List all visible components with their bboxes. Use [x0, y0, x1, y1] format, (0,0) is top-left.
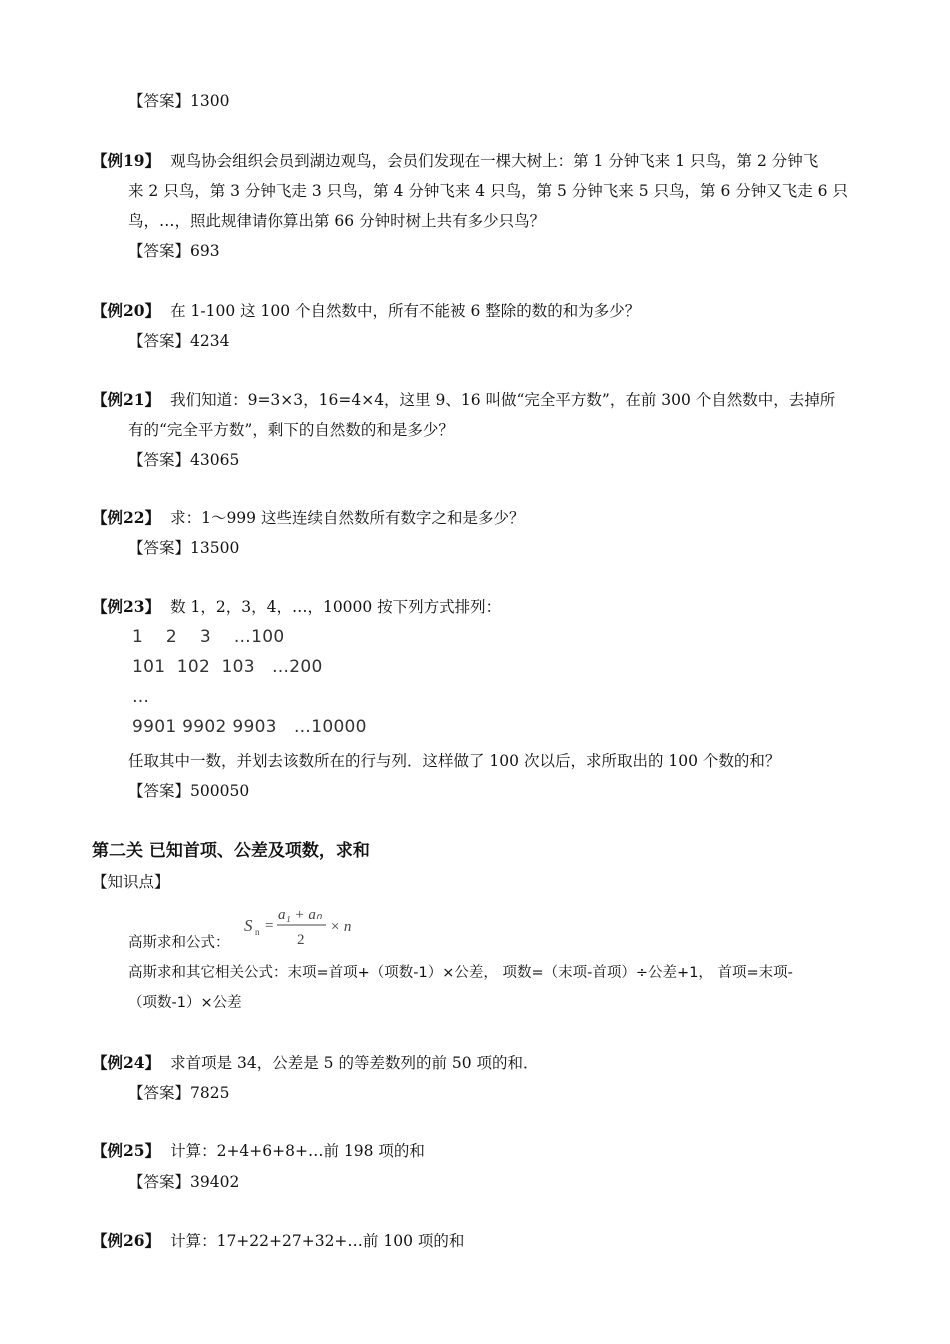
example-20 [92, 300, 640, 322]
formula-sub: n [255, 927, 260, 937]
answer-value: 39402 [190, 1173, 240, 1191]
number-grid-row: 9901 9902 9903 …10000 [132, 717, 367, 737]
answer-label: 【答案】 [128, 539, 191, 557]
answer-value: 1300 [190, 92, 230, 110]
formula-lhs: S [244, 916, 253, 935]
number-grid-row: 101 102 103 …200 [132, 657, 323, 677]
answer-value: 500050 [190, 782, 250, 800]
answer-value: 13500 [190, 539, 240, 557]
answer-value: 43065 [190, 451, 240, 469]
example-24 [92, 1052, 539, 1074]
answer-label: 【答案】 [128, 1173, 191, 1191]
question-text: 有的“完全平方数”，剩下的自然数的和是多少？ [128, 421, 454, 439]
answer-label: 【答案】 [128, 332, 191, 350]
answer-line [128, 330, 229, 352]
example-label: 【例19】 [92, 151, 161, 170]
example-19 [92, 150, 818, 172]
answer-line [128, 449, 239, 471]
formula-label: 高斯求和公式： [128, 935, 230, 951]
svg-text:=: = [265, 918, 274, 934]
related-formulas: （项数-1）×公差 [128, 995, 242, 1011]
related-formulas: 高斯求和其它相关公式：末项=首项+（项数-1）×公差， 项数=（末项-首项）÷公差+1， 首项=末项- [128, 965, 793, 981]
formula-numerator: a₁ + aₙ [278, 907, 322, 923]
answer-label: 【答案】 [128, 92, 191, 110]
example-23 [92, 596, 501, 618]
example-label: 【例24】 [92, 1053, 161, 1072]
formula-tail: × n [330, 919, 352, 935]
example-21 [92, 389, 835, 411]
number-grid-row: 1 2 3 …100 [132, 627, 285, 647]
question-text: 我们知道：9=3×3，16=4×4，这里 9、16 叫做“完全平方数”，在前 300 个自然数中，去掉所 [170, 391, 836, 409]
answer-value: 4234 [190, 332, 230, 350]
question-text: 数 1，2，3，4，…，10000 按下列方式排列： [170, 598, 502, 616]
answer-line [128, 90, 229, 112]
question-text: 求：1～999 这些连续自然数所有数字之和是多少？ [170, 509, 525, 527]
answer-line [128, 240, 220, 262]
example-25 [92, 1140, 425, 1162]
question-text: 计算：17+22+27+32+…前 100 项的和 [170, 1232, 465, 1250]
question-text: 在 1-100 这 100 个自然数中，所有不能被 6 整除的数的和为多少？ [170, 302, 641, 320]
answer-label: 【答案】 [128, 1084, 191, 1102]
example-label: 【例26】 [92, 1231, 161, 1250]
answer-line [128, 537, 239, 559]
example-26 [92, 1230, 464, 1252]
knowledge-label: 【知识点】 [92, 873, 170, 891]
answer-value: 693 [190, 242, 220, 260]
example-22 [92, 507, 524, 529]
section-title: 第二关 已知首项、公差及项数，求和 [92, 841, 370, 861]
question-text: 求首项是 34，公差是 5 的等差数列的前 50 项的和． [170, 1054, 539, 1072]
question-text: 观鸟协会组织会员到湖边观鸟，会员们发现在一棵大树上：第 1 分钟飞来 1 只鸟，第 2 分钟飞 [170, 152, 819, 170]
example-label: 【例25】 [92, 1141, 161, 1160]
number-grid-row: … [132, 687, 150, 707]
question-text: 计算：2+4+6+8+…前 198 项的和 [170, 1142, 425, 1160]
question-text: 来 2 只鸟，第 3 分钟飞走 3 只鸟，第 4 分钟飞来 4 只鸟，第 5 分钟飞来 5 只鸟，第 6 分钟又飞走 6 只 [128, 182, 848, 200]
question-text: 鸟，…，照此规律请你算出第 66 分钟时树上共有多少只鸟？ [128, 212, 546, 230]
answer-line [128, 780, 249, 802]
question-text: 任取其中一数，并划去该数所在的行与列．这样做了 100 次以后，求所取出的 100 个数的和？ [128, 752, 781, 770]
answer-label: 【答案】 [128, 451, 191, 469]
example-label: 【例22】 [92, 508, 161, 527]
answer-value: 7825 [190, 1084, 230, 1102]
answer-line [128, 1082, 229, 1104]
answer-line [128, 1171, 239, 1193]
example-label: 【例23】 [92, 597, 161, 616]
example-label: 【例21】 [92, 390, 161, 409]
formula-denominator: 2 [297, 932, 305, 948]
gauss-sum-formula [242, 900, 372, 950]
answer-label: 【答案】 [128, 782, 191, 800]
example-label: 【例20】 [92, 301, 161, 320]
answer-label: 【答案】 [128, 242, 191, 260]
